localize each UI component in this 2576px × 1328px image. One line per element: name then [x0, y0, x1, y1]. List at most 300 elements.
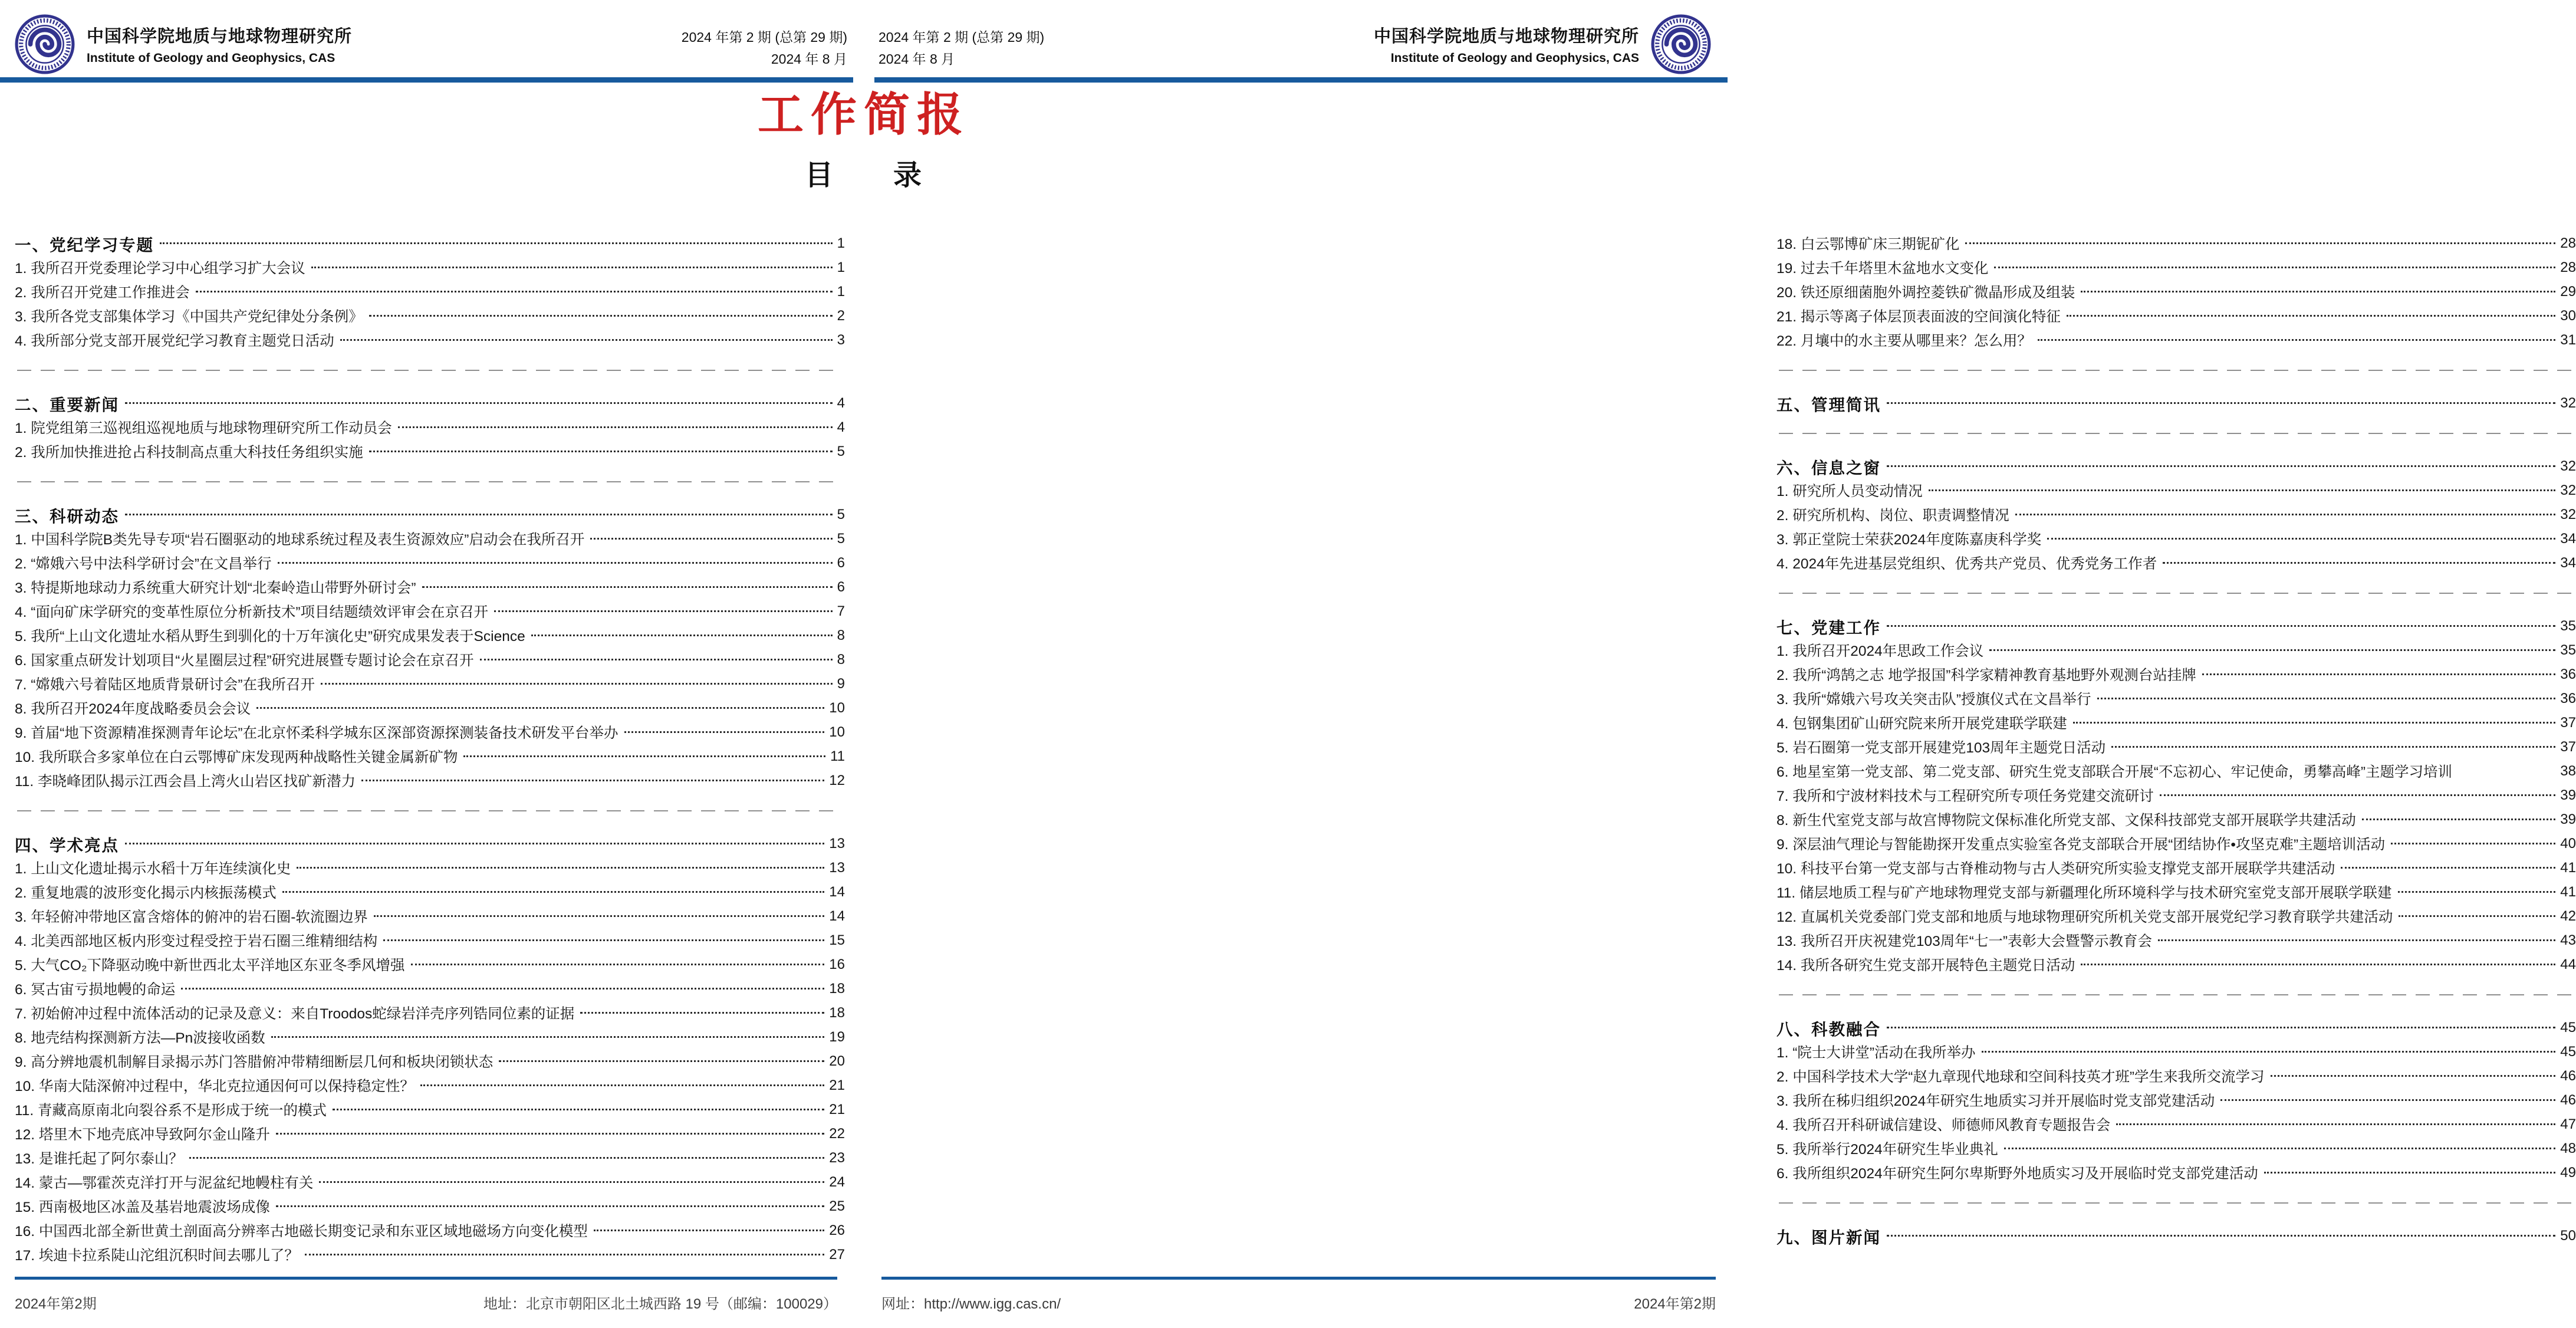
toc-entry [1776, 280, 2576, 304]
dotted-leader [2116, 1123, 2555, 1125]
page-number: 35 [2560, 642, 2576, 658]
page-number: 26 [829, 1222, 845, 1238]
dotted-leader [311, 267, 833, 268]
toc-entry [15, 856, 845, 880]
toc-entry [1776, 1040, 2576, 1064]
page-number: 37 [2560, 714, 2576, 731]
entry-title: 9. 高分辨地震机制解目录揭示苏门答腊俯冲带精细断层几何和板块闭锁状态 [15, 1054, 494, 1070]
dotted-leader [181, 988, 824, 990]
dotted-leader [276, 1205, 824, 1207]
footer-rule [881, 1277, 1716, 1280]
dotted-leader [2081, 291, 2555, 292]
entry-title: 3. 我所在秭归组织2024年研究生地质实习并开展临时党支部党建活动 [1776, 1093, 2215, 1109]
page-number: 21 [829, 1077, 845, 1093]
page-number: 18 [829, 980, 845, 997]
entry-title: 七、党建工作 [1776, 618, 1881, 637]
entry-title: 6. 我所组织2024年研究生阿尔卑斯野外地质实习及开展临时党支部党建活动 [1776, 1166, 2258, 1182]
dotted-leader [2271, 1075, 2556, 1077]
page-number: 25 [829, 1198, 845, 1214]
page-number: 50 [2560, 1227, 2576, 1244]
page-number: 4 [837, 395, 845, 411]
entry-title: 2. “嫦娥六号中法科学研讨会”在文昌举行 [15, 556, 272, 572]
entry-title: 四、学术亮点 [15, 836, 119, 854]
entry-title: 10. 我所联合多家单位在白云鄂博矿床发现两种战略性关键金属新矿物 [15, 750, 458, 765]
page-number: 44 [2560, 956, 2576, 972]
page-number: 10 [829, 724, 845, 740]
dotted-leader [2264, 1172, 2556, 1173]
entry-title: 1. 研究所人员变动情况 [1776, 484, 1923, 499]
dotted-leader [2073, 722, 2556, 724]
page-number: 32 [2560, 458, 2576, 474]
toc-entry [1776, 904, 2576, 928]
toc-column-right [1776, 231, 2576, 1248]
page-number: 39 [2560, 811, 2576, 827]
page-number: 42 [2560, 908, 2576, 924]
entry-title: 7. 初始俯冲过程中流体活动的记录及意义：来自Troodos蛇绿岩洋壳序列锆同位素的证据 [15, 1006, 575, 1022]
dotted-leader [160, 242, 833, 244]
page-number: 21 [829, 1101, 845, 1117]
entry-title: 17. 埃迪卡拉系陡山沱组沉积时间去哪儿了？ [15, 1248, 299, 1264]
entry-title: 9. 深层油气理论与智能勘探开发重点实验室各党支部联合开展“团结协作•攻坚克难”主题培训活动 [1776, 837, 2386, 853]
toc-entry [1776, 759, 2576, 783]
dotted-leader [2038, 339, 2555, 341]
page-number: 18 [829, 1004, 845, 1021]
toc-entry [15, 304, 845, 328]
page-number: 34 [2560, 554, 2576, 571]
entry-title: 14. 蒙古—鄂霍茨克洋打开与泥盆纪地幔柱有关 [15, 1175, 314, 1191]
entry-title: 2. 重复地震的波形变化揭示内核振荡模式 [15, 885, 277, 901]
page-number: 9 [837, 675, 845, 692]
entry-title: 八、科教融合 [1776, 1020, 1881, 1038]
page-number: 14 [829, 883, 845, 900]
entry-title: 12. 直属机关党委部门党支部和地质与地球物理研究所机关党支部开展党纪学习教育联学共建活动 [1776, 909, 2393, 925]
entry-title: 1. 我所召开2024年思政工作会议 [1776, 643, 1984, 659]
entry-title: 6. 冥古宙亏损地幔的命运 [15, 982, 176, 998]
toc-entry [15, 1194, 845, 1218]
page-number: 31 [2560, 331, 2576, 348]
page-number: 24 [829, 1173, 845, 1190]
entry-title: 3. 年轻俯冲带地区富含熔体的俯冲的岩石圈-软流圈边界 [15, 909, 368, 925]
page-number: 29 [2560, 283, 2576, 300]
page-number: 41 [2560, 883, 2576, 900]
section-divider [1779, 1202, 2574, 1204]
entry-title: 九、图片新闻 [1776, 1228, 1881, 1247]
org-names [1374, 23, 1639, 65]
toc-entry [15, 1122, 845, 1146]
entry-title: 3. 我所各党支部集体学习《中国共产党纪律处分条例》 [15, 309, 363, 325]
page-number: 13 [829, 859, 845, 876]
dotted-leader [2220, 1099, 2555, 1101]
dotted-leader [463, 755, 825, 757]
toc-entry [1776, 328, 2576, 352]
dotted-leader [2398, 891, 2556, 893]
entry-title: 11. 储层地质工程与矿产地球物理党支部与新疆理化所环境科学与技术研究室党支部开展联学联建 [1776, 885, 2392, 901]
entry-title: 2. 我所加快推进抢占科技制高点重大科技任务组织实施 [15, 445, 363, 461]
toc-section-heading [15, 231, 845, 255]
entry-title: 8. 我所召开2024年度战略委员会会议 [15, 701, 251, 717]
toc-title: 目 录 [804, 159, 923, 191]
page-number: 11 [830, 748, 845, 764]
dotted-leader [297, 867, 824, 869]
toc-entry [15, 720, 845, 744]
dotted-leader [1994, 267, 2555, 268]
toc-entry [15, 575, 845, 599]
toc-entry [15, 415, 845, 439]
section-divider [17, 370, 843, 371]
toc-entry [1776, 711, 2576, 735]
toc-entry [1776, 502, 2576, 527]
page-footer [881, 1292, 1716, 1313]
entry-title: 4. 我所部分党支部开展党纪学习教育主题党日活动 [15, 333, 334, 349]
toc-entry [15, 1242, 845, 1267]
entry-title: 5. 我所举行2024年研究生毕业典礼 [1776, 1142, 1998, 1158]
dotted-leader [499, 1060, 824, 1062]
page-header [15, 13, 847, 75]
toc-entry [1776, 551, 2576, 575]
page-number: 28 [2560, 235, 2576, 251]
entry-title: 五、管理简讯 [1776, 395, 1881, 414]
toc-entry [1776, 880, 2576, 904]
page-number: 45 [2560, 1019, 2576, 1036]
org-name-en: Institute of Geology and Geophysics, CAS [87, 51, 335, 65]
entry-title: 1. 中国科学院B类先导专项“岩石圈驱动的地球系统过程及表生资源效应”启动会在我所召开 [15, 532, 585, 548]
toc-entry [1776, 231, 2576, 255]
toc-entry [15, 328, 845, 352]
page-number: 34 [2560, 530, 2576, 547]
dotted-leader [125, 843, 824, 844]
page-number: 46 [2560, 1067, 2576, 1084]
toc-entry [15, 1049, 845, 1073]
toc-entry [15, 551, 845, 575]
toc-entry [15, 928, 845, 952]
footer-rule [15, 1277, 837, 1280]
dotted-leader [271, 1036, 825, 1038]
entry-title: 15. 西南极地区冰盖及基岩地震波场成像 [15, 1199, 270, 1215]
org-block [1374, 14, 1711, 74]
dotted-leader [2160, 794, 2556, 796]
page-number: 40 [2560, 835, 2576, 852]
toc-entry [15, 696, 845, 720]
page-number: 1 [837, 283, 845, 300]
page-number: 28 [2560, 259, 2576, 275]
toc-entry [1776, 831, 2576, 856]
dotted-leader [531, 635, 833, 636]
toc-entry [1776, 807, 2576, 831]
toc-entry [1776, 1161, 2576, 1185]
entry-title: 9. 首届“地下资源精准探测青年论坛”在北京怀柔科学城东区深部资源探测装备技术研发平台举办 [15, 725, 618, 741]
page-number: 46 [2560, 1092, 2576, 1108]
page-number: 23 [829, 1149, 845, 1166]
toc-section-heading [1776, 1015, 2576, 1040]
dotted-leader [340, 339, 833, 341]
issue-number: 2024 年第 2 期 (总第 29 期) [681, 29, 847, 45]
toc-entry [1776, 304, 2576, 328]
dotted-leader [369, 451, 833, 452]
entry-title: 1. 我所召开党委理论学习中心组学习扩大会议 [15, 261, 305, 277]
page-number: 32 [2560, 482, 2576, 498]
page-number: 7 [837, 603, 845, 619]
org-name-cn: 中国科学院地质与地球物理研究所 [1373, 27, 1639, 46]
page-number: 1 [837, 235, 845, 251]
dotted-leader [1929, 489, 2556, 491]
toc-entry [1776, 255, 2576, 280]
toc-entry [15, 977, 845, 1001]
dotted-leader [411, 964, 825, 965]
entry-title: 11. 李晓峰团队揭示江西会昌上湾火山岩区找矿新潜力 [15, 774, 356, 790]
entry-title: 22. 月壤中的水主要从哪里来？怎么用？ [1776, 333, 2032, 349]
issue-block [682, 27, 847, 70]
toc-entry [15, 280, 845, 304]
page-number: 43 [2560, 932, 2576, 948]
dotted-leader [1887, 1027, 2555, 1028]
dotted-leader [1887, 1235, 2555, 1237]
issue-month: 2024 年 8 月 [771, 51, 847, 67]
toc-entry [15, 952, 845, 977]
dotted-leader [2158, 939, 2555, 941]
page-number: 15 [829, 932, 845, 948]
section-divider [1779, 370, 2574, 371]
page-number: 37 [2560, 738, 2576, 755]
page-number: 30 [2560, 307, 2576, 324]
issue-block [879, 27, 1044, 70]
dotted-leader [420, 1084, 824, 1086]
title-area [0, 90, 1728, 193]
dotted-leader [590, 538, 832, 540]
page-number: 38 [2560, 762, 2576, 779]
org-names [87, 23, 352, 65]
page-number: 47 [2560, 1116, 2576, 1132]
toc-section [1776, 1015, 2576, 1185]
entry-title: 6. 国家重点研发计划项目“火星圈层过程”研究进展暨专题讨论会在京召开 [15, 653, 474, 669]
page-number: 5 [837, 443, 845, 459]
toc-entry [15, 768, 845, 793]
toc-section-heading [1776, 454, 2576, 478]
dotted-leader [1989, 649, 2555, 651]
dotted-leader [2004, 1148, 2556, 1149]
dotted-leader [305, 1254, 824, 1255]
issue-month: 2024 年 8 月 [879, 51, 955, 67]
toc-section-heading [15, 831, 845, 856]
toc-section [1776, 454, 2576, 575]
entry-title: 六、信息之窗 [1776, 458, 1881, 477]
page-number: 41 [2560, 859, 2576, 876]
page-number: 39 [2560, 787, 2576, 803]
page-number: 16 [829, 956, 845, 972]
entry-title: 1. 上山文化遗址揭示水稻十万年连续演化史 [15, 861, 291, 877]
toc-entry [1776, 1136, 2576, 1161]
toc-entry [15, 255, 845, 280]
toc-section [15, 391, 845, 464]
toc-entry [15, 672, 845, 696]
entry-title: 4. 包钢集团矿山研究院来所开展党建联学联建 [1776, 716, 2067, 732]
dotted-leader [1887, 625, 2555, 627]
dotted-leader [2341, 867, 2555, 869]
toc-entry [15, 1025, 845, 1049]
toc-entry [1776, 1064, 2576, 1088]
toc-entry [1776, 527, 2576, 551]
entry-title: 5. 岩石圈第一党支部开展建党103周年主题党日活动 [1776, 740, 2106, 756]
toc-entry [1776, 1088, 2576, 1112]
dotted-leader [319, 1181, 824, 1183]
header-rule [0, 77, 853, 83]
toc-section [1776, 1224, 2576, 1248]
entry-title: 2. 我所“鸿鹄之志 地学报国”科学家精神教育基地野外观测台站挂牌 [1776, 668, 2196, 683]
dotted-leader [383, 939, 824, 941]
dotted-leader [196, 291, 833, 292]
footer-address: 地址：北京市朝阳区北土城西路 19 号（邮编：100029） [483, 1296, 837, 1312]
toc-entry [1776, 783, 2576, 807]
entry-title: 6. 地星室第一党支部、第二党支部、研究生党支部联合开展“不忘初心、牢记使命，勇攀高峰”主题学习培训 [1776, 764, 2453, 780]
entry-title: 3. 郭正堂院士荣获2024年度陈嘉庚科学奖 [1776, 532, 2042, 548]
page-number: 2 [837, 307, 845, 324]
toc-section [1776, 614, 2576, 977]
toc-column-left [15, 231, 845, 1267]
org-name-en: Institute of Geology and Geophysics, CAS [1390, 51, 1639, 65]
entry-title: 10. 华南大陆深俯冲过程中，华北克拉通因何可以保持稳定性？ [15, 1079, 414, 1094]
toc-section-heading [1776, 1224, 2576, 1248]
entry-title: 7. 我所和宁波材料技术与工程研究所专项任务党建交流研讨 [1776, 788, 2154, 804]
toc-entry [15, 647, 845, 672]
dotted-leader [594, 1230, 824, 1231]
page-number: 13 [829, 835, 845, 852]
page-number: 32 [2560, 395, 2576, 411]
entry-title: 3. 我所“嫦娥六号攻关突击队”授旗仪式在文昌举行 [1776, 692, 2091, 708]
toc-entry [1776, 928, 2576, 952]
dotted-leader [494, 610, 833, 612]
dotted-leader [580, 1012, 824, 1014]
page-header [879, 13, 1711, 75]
org-block [15, 14, 352, 74]
dotted-leader [189, 1157, 824, 1159]
dotted-leader [333, 1109, 824, 1110]
entry-title: 4. 2024年先进基层党组织、优秀共产党员、优秀党务工作者 [1776, 556, 2157, 572]
toc-entry [1776, 735, 2576, 759]
section-divider [1779, 994, 2574, 995]
page-number: 48 [2560, 1140, 2576, 1156]
toc-entry [1776, 1112, 2576, 1136]
page-number: 10 [829, 699, 845, 716]
toc-section [15, 831, 845, 1267]
page-number: 3 [837, 331, 845, 348]
toc-entry [15, 1073, 845, 1097]
dotted-leader [2097, 698, 2556, 699]
entry-title: 4. 北美西部地区板内形变过程受控于岩石圈三维精细结构 [15, 933, 378, 949]
section-divider [17, 810, 843, 811]
entry-title: 21. 揭示等离子体层顶表面波的空间演化特征 [1776, 309, 2061, 325]
toc-entry [15, 1001, 845, 1025]
dotted-leader [2047, 538, 2555, 540]
dotted-leader [2391, 843, 2555, 844]
entry-title: 12. 塔里木下地壳底冲导致阿尔金山隆升 [15, 1127, 270, 1143]
section-divider [1779, 593, 2574, 594]
toc-entry [15, 880, 845, 904]
dotted-leader [361, 780, 824, 781]
entry-title: 8. 地壳结构探测新方法—Pn波接收函数 [15, 1030, 265, 1046]
dotted-leader [278, 562, 833, 564]
page-number: 27 [829, 1246, 845, 1263]
dotted-leader [374, 915, 824, 917]
page-number: 8 [837, 651, 845, 668]
entry-title: 1. “院士大讲堂”活动在我所举办 [1776, 1045, 1976, 1061]
toc-entry [1776, 952, 2576, 977]
header-rule [874, 77, 1728, 83]
page-number: 22 [829, 1125, 845, 1142]
toc-entry [15, 1146, 845, 1170]
report-title: 工作简报 [757, 89, 970, 140]
dotted-leader [2202, 673, 2555, 675]
page-number: 5 [837, 506, 845, 522]
entry-title: 二、重要新闻 [15, 395, 119, 414]
entry-title: 3. 特提斯地球动力系统重大研究计划“北秦岭造山带野外研讨会” [15, 580, 416, 596]
entry-title: 16. 中国西北部全新世黄土剖面高分辨率古地磁长期变记录和东亚区域地磁场方向变化模型 [15, 1224, 588, 1240]
page-number: 36 [2560, 666, 2576, 682]
dotted-leader [1887, 402, 2555, 404]
entry-title: 2. 我所召开党建工作推进会 [15, 285, 190, 301]
page-footer [15, 1292, 837, 1313]
dotted-leader [256, 707, 824, 709]
dotted-leader [2362, 819, 2556, 820]
dotted-leader [422, 586, 833, 588]
dotted-leader [125, 402, 833, 404]
dotted-leader [1887, 465, 2555, 467]
entry-title: 19. 过去千年塔里木盆地水文变化 [1776, 261, 1989, 277]
entry-title: 三、科研动态 [15, 507, 119, 525]
dotted-leader [2163, 562, 2555, 564]
dotted-leader [2067, 315, 2555, 317]
toc-entry [1776, 662, 2576, 686]
entry-title: 1. 院党组第三巡视组巡视地质与地球物理研究所工作动员会 [15, 420, 392, 436]
section-divider [1779, 433, 2574, 434]
toc-section [15, 502, 845, 793]
dotted-leader [2111, 746, 2555, 748]
toc-section [1776, 391, 2576, 415]
toc-entry [15, 623, 845, 647]
entry-title: 4. “面向矿床学研究的变革性原位分析新技术”项目结题绩效评审会在京召开 [15, 604, 489, 620]
footer-url: 网址：http://www.igg.cas.cn/ [881, 1296, 1061, 1312]
section-divider [17, 481, 843, 482]
page-number: 6 [837, 554, 845, 571]
toc-section [1776, 231, 2576, 352]
toc-entry [1776, 478, 2576, 502]
page-number: 8 [837, 627, 845, 643]
page-number: 6 [837, 578, 845, 595]
page-number: 20 [829, 1053, 845, 1069]
toc-section-heading [15, 391, 845, 415]
entry-title: 13. 我所召开庆祝建党103周年“七一”表彰大会暨警示教育会 [1776, 933, 2153, 949]
toc-section [15, 231, 845, 352]
dotted-leader [321, 683, 833, 685]
entry-title: 11. 青藏高原南北向裂谷系不是形成于统一的模式 [15, 1103, 327, 1119]
toc-section-heading [1776, 391, 2576, 415]
page-number: 36 [2560, 690, 2576, 706]
entry-title: 2. 研究所机构、岗位、职责调整情况 [1776, 508, 2009, 524]
entry-title: 5. 大气CO₂下降驱动晚中新世西北太平洋地区东亚冬季风增强 [15, 958, 405, 974]
toc-entry [15, 527, 845, 551]
toc-entry [15, 1218, 845, 1242]
page-left [0, 0, 864, 1328]
dotted-leader [398, 426, 833, 428]
dotted-leader [480, 659, 833, 660]
entry-title: 18. 白云鄂博矿床三期铌矿化 [1776, 236, 1960, 252]
page-number: 45 [2560, 1043, 2576, 1060]
dotted-leader [276, 1133, 824, 1135]
entry-title: 5. 我所“上山文化遗址水稻从野生到驯化的十万年演化史”研究成果发表于Science [15, 629, 525, 645]
entry-title: 8. 新生代室党支部与故宫博物院文保标准化所党支部、文保科技部党支部开展联学共建活动 [1776, 813, 2356, 829]
entry-title: 20. 铁还原细菌胞外调控菱铁矿微晶形成及组装 [1776, 285, 2075, 301]
toc-entry [15, 1170, 845, 1194]
footer-issue: 2024年第2期 [15, 1296, 97, 1312]
issue-number: 2024 年第 2 期 (总第 29 期) [879, 29, 1045, 45]
